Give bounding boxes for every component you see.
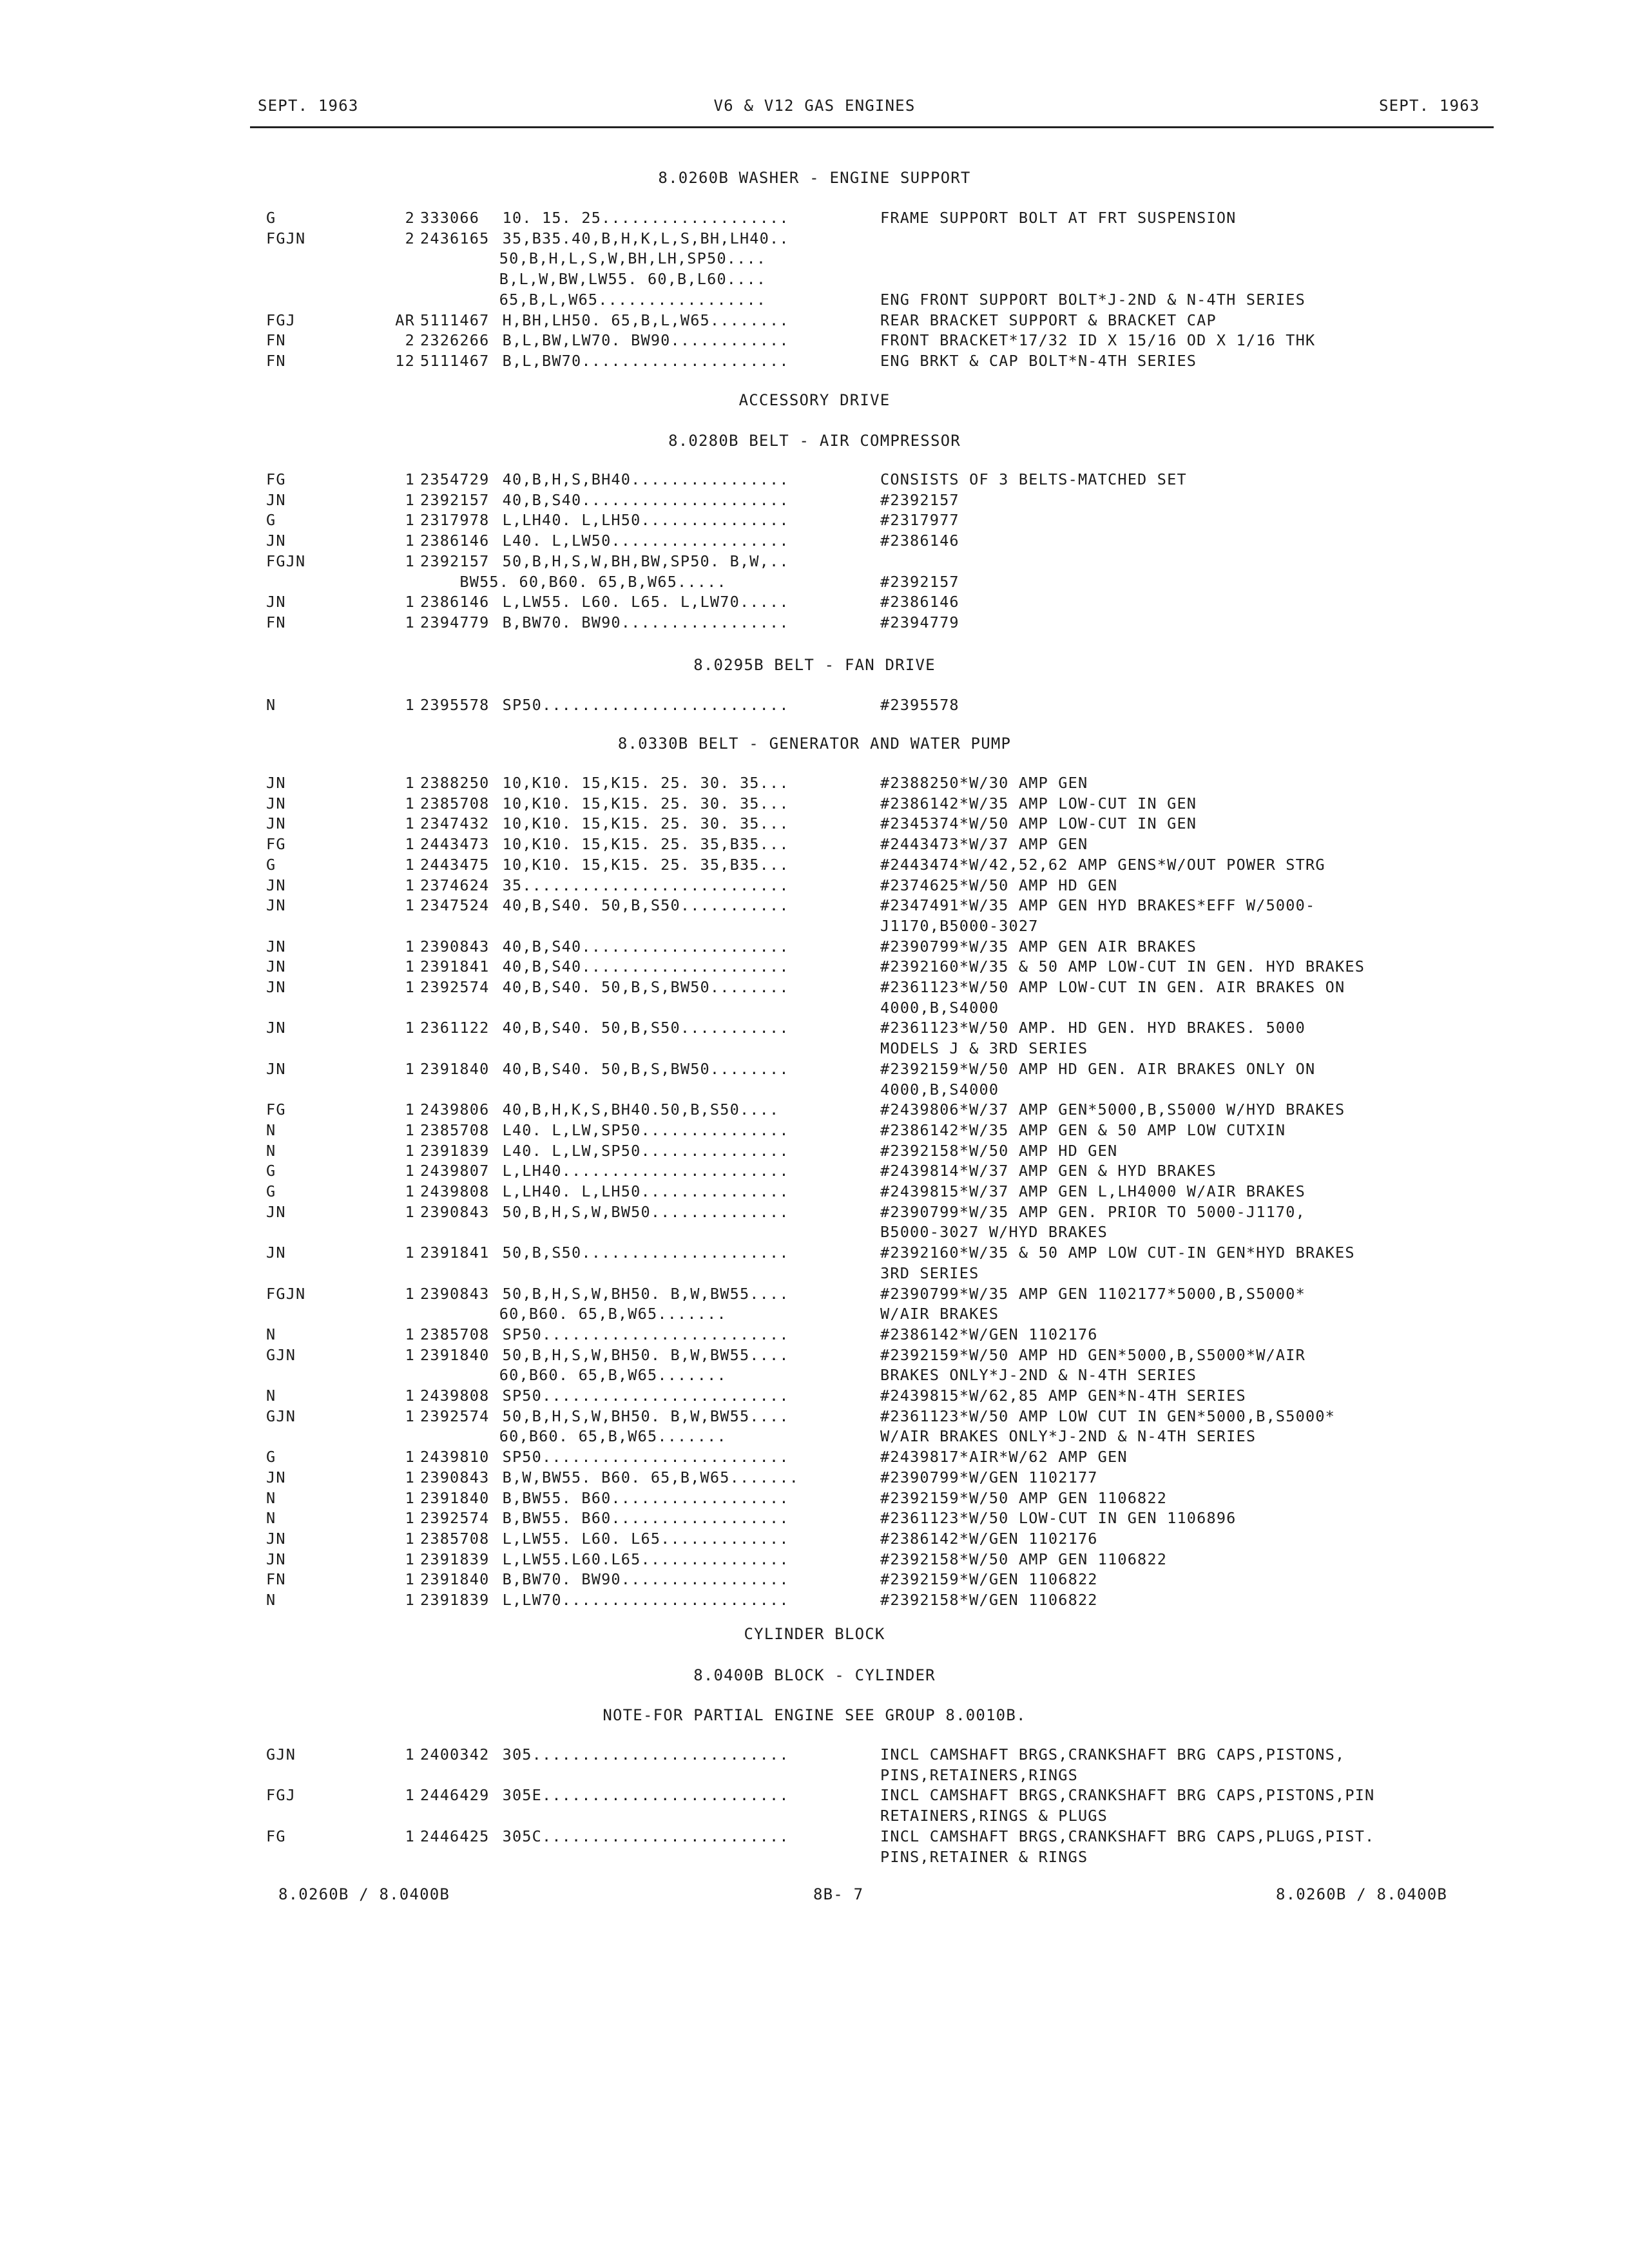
part-number: 2395578: [420, 696, 490, 714]
part-number: 2390843: [420, 1468, 490, 1486]
part-description: INCL CAMSHAFT BRGS,CRANKSHAFT BRG CAPS,PLUGS,PIST.: [880, 1827, 1375, 1845]
quantity: 1: [405, 1284, 415, 1303]
part-description: #2392157: [880, 490, 959, 509]
application-models: L40. L,LW,SP50...............: [502, 1141, 789, 1160]
header-rule: [250, 126, 1494, 128]
model-code: FN: [266, 351, 286, 370]
part-number: 2443473: [420, 835, 490, 854]
application-models: 10,K10. 15,K15. 25. 30. 35...: [502, 774, 789, 792]
application-models: 35,B35.40,B,H,K,L,S,BH,LH40..: [502, 229, 789, 247]
application-models: 10,K10. 15,K15. 25. 35,B35...: [502, 855, 789, 874]
part-description: ENG BRKT & CAP BOLT*N-4TH SERIES: [880, 351, 1197, 370]
application-models: 10,K10. 15,K15. 25. 35,B35...: [502, 835, 789, 854]
quantity: 1: [405, 1182, 415, 1200]
part-description: #2392159*W/GEN 1106822: [880, 1570, 1098, 1589]
quantity: 1: [405, 552, 415, 570]
part-description: B5000-3027 W/HYD BRAKES: [880, 1223, 1108, 1242]
application-models: L,LW70.......................: [502, 1591, 789, 1609]
part-description: #2390799*W/GEN 1102177: [880, 1468, 1098, 1486]
part-description: #2392159*W/50 AMP HD GEN*5000,B,S5000*W/AIR: [880, 1345, 1306, 1364]
section-heading: 8.0295B BELT - FAN DRIVE: [693, 656, 936, 674]
model-code: FG: [266, 1100, 286, 1119]
footer-page-number: 8B- 7: [813, 1885, 864, 1903]
part-description: #2392157: [880, 572, 959, 591]
part-description: #2392160*W/35 & 50 AMP LOW-CUT IN GEN. HYD BRAKES: [880, 957, 1365, 976]
application-models: 40,B,S40. 50,B,S50...........: [502, 896, 789, 915]
part-description: #2388250*W/30 AMP GEN: [880, 774, 1088, 792]
part-number: 2436165: [420, 229, 490, 247]
application-models: 50,B,H,S,W,BH50. B,W,BW55....: [502, 1407, 789, 1425]
part-number: 5111467: [420, 311, 490, 329]
part-number: 2385708: [420, 1325, 490, 1343]
model-code: N: [266, 1325, 276, 1343]
application-models: B,BW70. BW90.................: [502, 613, 789, 631]
model-code: FGJ: [266, 311, 296, 329]
part-description: #2395578: [880, 696, 959, 714]
model-code: FG: [266, 1827, 286, 1845]
model-code: FGJ: [266, 1786, 296, 1805]
part-description: 4000,B,S4000: [880, 1080, 999, 1099]
model-code: GJN: [266, 1407, 296, 1425]
application-models: L,LH40. L,LH50...............: [502, 511, 789, 530]
part-number: 2391839: [420, 1141, 490, 1160]
application-models: L,LW55. L60. L65. L,LW70.....: [502, 593, 789, 611]
part-description: #2392158*W/50 AMP GEN 1106822: [880, 1550, 1168, 1568]
quantity: 1: [405, 1141, 415, 1160]
quantity: 2: [405, 229, 415, 247]
section-heading: 8.0280B BELT - AIR COMPRESSOR: [668, 432, 961, 450]
model-code: JN: [266, 532, 286, 550]
application-models: 35...........................: [502, 876, 789, 894]
quantity: 1: [405, 1827, 415, 1845]
quantity: 1: [405, 835, 415, 854]
part-number: 2391840: [420, 1345, 490, 1364]
model-code: GJN: [266, 1345, 296, 1364]
application-models: 10,K10. 15,K15. 25. 30. 35...: [502, 814, 789, 833]
quantity: 1: [405, 613, 415, 631]
quantity: 1: [405, 1387, 415, 1405]
model-code: JN: [266, 814, 286, 833]
quantity: AR: [395, 311, 415, 329]
part-description: #2386146: [880, 593, 959, 611]
part-description: ENG FRONT SUPPORT BOLT*J-2ND & N-4TH SERIES: [880, 290, 1306, 309]
part-description: #2361123*W/50 AMP LOW-CUT IN GEN. AIR BRAKES ON: [880, 978, 1345, 996]
application-models: B,L,W,BW,LW55. 60,B,L60....: [420, 270, 767, 289]
part-number: 2391840: [420, 1570, 490, 1589]
group-title: ACCESSORY DRIVE: [738, 391, 891, 409]
application-models: L,LH40.......................: [502, 1162, 789, 1180]
footer-right: 8.0260B / 8.0400B: [1276, 1885, 1448, 1903]
model-code: FGJN: [266, 552, 306, 570]
application-models: SP50.........................: [502, 1325, 789, 1343]
quantity: 1: [405, 937, 415, 956]
part-number: 333066: [420, 209, 480, 227]
part-number: 2391840: [420, 1488, 490, 1507]
model-code: N: [266, 696, 276, 714]
application-models: 50,B,H,S,W,BW50..............: [502, 1202, 789, 1221]
application-models: H,BH,LH50. 65,B,L,W65........: [502, 311, 789, 329]
application-models: L,LW55.L60.L65...............: [502, 1550, 789, 1568]
part-description: #2361123*W/50 AMP LOW CUT IN GEN*5000,B,S5000*: [880, 1407, 1336, 1425]
model-code: GJN: [266, 1745, 296, 1763]
application-models: 50,B,H,S,W,BH50. B,W,BW55....: [502, 1345, 789, 1364]
quantity: 1: [405, 1488, 415, 1507]
part-description: W/AIR BRAKES ONLY*J-2ND & N-4TH SERIES: [880, 1427, 1257, 1446]
quantity: 1: [405, 470, 415, 488]
part-number: 5111467: [420, 351, 490, 370]
model-code: JN: [266, 774, 286, 792]
quantity: 1: [405, 1100, 415, 1119]
section-heading: 8.0400B BLOCK - CYLINDER: [693, 1666, 936, 1684]
application-models: 10. 15. 25...................: [502, 209, 789, 227]
part-number: 2385708: [420, 1529, 490, 1548]
quantity: 1: [405, 876, 415, 894]
quantity: 1: [405, 1202, 415, 1221]
application-models: B,BW70. BW90.................: [502, 1570, 789, 1589]
part-number: 2392574: [420, 1509, 490, 1528]
part-number: 2439806: [420, 1100, 490, 1119]
part-number: 2443475: [420, 855, 490, 874]
application-models: SP50.........................: [502, 696, 789, 714]
part-description: #2390799*W/35 AMP GEN. PRIOR TO 5000-J1170,: [880, 1202, 1306, 1221]
part-description: 3RD SERIES: [880, 1264, 979, 1282]
part-number: 2391840: [420, 1059, 490, 1078]
part-description: INCL CAMSHAFT BRGS,CRANKSHAFT BRG CAPS,PISTONS,: [880, 1745, 1345, 1763]
part-description: BRAKES ONLY*J-2ND & N-4TH SERIES: [880, 1366, 1197, 1385]
model-code: FGJN: [266, 229, 306, 247]
model-code: JN: [266, 794, 286, 812]
part-description: PINS,RETAINER & RINGS: [880, 1847, 1088, 1866]
part-description: #2439814*W/37 AMP GEN & HYD BRAKES: [880, 1162, 1217, 1180]
application-models: 40,B,S40. 50,B,S,BW50........: [502, 1059, 789, 1078]
part-number: 2391841: [420, 957, 490, 976]
quantity: 1: [405, 774, 415, 792]
part-description: FRAME SUPPORT BOLT AT FRT SUSPENSION: [880, 209, 1237, 227]
part-number: 2347432: [420, 814, 490, 833]
part-number: 2394779: [420, 613, 490, 631]
quantity: 1: [405, 1019, 415, 1037]
model-code: N: [266, 1488, 276, 1507]
part-description: #2439817*AIR*W/62 AMP GEN: [880, 1448, 1128, 1466]
model-code: JN: [266, 957, 286, 976]
model-code: N: [266, 1141, 276, 1160]
part-number: 2392157: [420, 490, 490, 509]
part-description: #2392159*W/50 AMP GEN 1106822: [880, 1488, 1168, 1507]
section-note: NOTE-FOR PARTIAL ENGINE SEE GROUP 8.0010B.: [602, 1706, 1027, 1724]
part-description: #2361123*W/50 AMP. HD GEN. HYD BRAKES. 5000: [880, 1019, 1306, 1037]
part-description: #2345374*W/50 AMP LOW-CUT IN GEN: [880, 814, 1197, 833]
model-code: JN: [266, 896, 286, 915]
quantity: 2: [405, 331, 415, 350]
part-description: #2317977: [880, 511, 959, 530]
quantity: 1: [405, 1468, 415, 1486]
quantity: 1: [405, 896, 415, 915]
part-description: #2386142*W/GEN 1102176: [880, 1325, 1098, 1343]
model-code: N: [266, 1591, 276, 1609]
quantity: 1: [405, 1244, 415, 1262]
model-code: JN: [266, 490, 286, 509]
part-description: MODELS J & 3RD SERIES: [880, 1039, 1088, 1058]
part-description: PINS,RETAINERS,RINGS: [880, 1765, 1078, 1784]
application-models: B,W,BW55. B60. 65,B,W65.......: [502, 1468, 800, 1486]
application-models: 40,B,H,S,BH40................: [502, 470, 789, 488]
model-code: N: [266, 1509, 276, 1528]
model-code: FGJN: [266, 1284, 306, 1303]
quantity: 1: [405, 1745, 415, 1763]
section-heading: 8.0260B WASHER - ENGINE SUPPORT: [658, 169, 971, 187]
part-description: J1170,B5000-3027: [880, 916, 1039, 935]
quantity: 1: [405, 1120, 415, 1139]
part-description: #2386146: [880, 532, 959, 550]
quantity: 1: [405, 814, 415, 833]
part-number: 2392574: [420, 1407, 490, 1425]
part-description: FRONT BRACKET*17/32 ID X 15/16 OD X 1/16 THK: [880, 331, 1316, 350]
model-code: FG: [266, 470, 286, 488]
part-number: 2390843: [420, 1284, 490, 1303]
quantity: 1: [405, 1591, 415, 1609]
quantity: 1: [405, 490, 415, 509]
model-code: JN: [266, 1202, 286, 1221]
part-number: 2439807: [420, 1162, 490, 1180]
part-number: 2391841: [420, 1244, 490, 1262]
part-description: REAR BRACKET SUPPORT & BRACKET CAP: [880, 311, 1217, 329]
part-number: 2354729: [420, 470, 490, 488]
application-models: 40,B,S40.....................: [502, 957, 789, 976]
part-description: #2392158*W/GEN 1106822: [880, 1591, 1098, 1609]
part-description: #2439815*W/62,85 AMP GEN*N-4TH SERIES: [880, 1387, 1246, 1405]
quantity: 1: [405, 1325, 415, 1343]
model-code: G: [266, 1162, 276, 1180]
model-code: JN: [266, 1244, 286, 1262]
application-models: L,LW55. L60. L65.............: [502, 1529, 789, 1548]
part-description: #2386142*W/GEN 1102176: [880, 1529, 1098, 1548]
application-models: L,LH40. L,LH50...............: [502, 1182, 789, 1200]
application-models: 65,B,L,W65.................: [420, 290, 767, 309]
model-code: JN: [266, 593, 286, 611]
header-date-right: SEPT. 1963: [1379, 97, 1480, 115]
part-description: #2439806*W/37 AMP GEN*5000,B,S5000 W/HYD BRAKES: [880, 1100, 1345, 1119]
quantity: 1: [405, 1345, 415, 1364]
model-code: FN: [266, 613, 286, 631]
quantity: 1: [405, 957, 415, 976]
part-description: #2374625*W/50 AMP HD GEN: [880, 876, 1118, 894]
model-code: G: [266, 1182, 276, 1200]
application-models: 50,B,S50.....................: [502, 1244, 789, 1262]
part-number: 2392574: [420, 978, 490, 996]
quantity: 1: [405, 1550, 415, 1568]
application-models: L40. L,LW,SP50...............: [502, 1120, 789, 1139]
model-code: N: [266, 1120, 276, 1139]
part-description: #2439815*W/37 AMP GEN L,LH4000 W/AIR BRAKES: [880, 1182, 1306, 1200]
part-number: 2374624: [420, 876, 490, 894]
application-models: SP50.........................: [502, 1448, 789, 1466]
part-description: #2386142*W/35 AMP GEN & 50 AMP LOW CUTXIN: [880, 1120, 1286, 1139]
quantity: 1: [405, 855, 415, 874]
part-description: #2392158*W/50 AMP HD GEN: [880, 1141, 1118, 1160]
model-code: G: [266, 855, 276, 874]
footer-left: 8.0260B / 8.0400B: [278, 1885, 450, 1903]
model-code: G: [266, 1448, 276, 1466]
application-models: 40,B,H,K,S,BH40.50,B,S50....: [502, 1100, 780, 1119]
quantity: 2: [405, 209, 415, 227]
model-code: JN: [266, 1550, 286, 1568]
quantity: 1: [405, 511, 415, 530]
quantity: 1: [405, 1407, 415, 1425]
part-number: 2386146: [420, 532, 490, 550]
model-code: G: [266, 511, 276, 530]
part-number: 2388250: [420, 774, 490, 792]
application-models: B,L,BW,LW70. BW90............: [502, 331, 789, 350]
part-number: 2385708: [420, 794, 490, 812]
model-code: G: [266, 209, 276, 227]
quantity: 1: [405, 1162, 415, 1180]
application-models: 40,B,S40. 50,B,S50...........: [502, 1019, 789, 1037]
quantity: 1: [405, 1786, 415, 1805]
quantity: 1: [405, 1059, 415, 1078]
part-number: 2317978: [420, 511, 490, 530]
part-description: #2443473*W/37 AMP GEN: [880, 835, 1088, 854]
model-code: JN: [266, 1059, 286, 1078]
model-code: JN: [266, 876, 286, 894]
header-title: V6 & V12 GAS ENGINES: [713, 97, 916, 115]
application-models: 60,B60. 65,B,W65.......: [420, 1305, 727, 1323]
quantity: 1: [405, 593, 415, 611]
quantity: 1: [405, 1509, 415, 1528]
model-code: JN: [266, 1019, 286, 1037]
part-description: #2361123*W/50 LOW-CUT IN GEN 1106896: [880, 1509, 1237, 1528]
part-description: #2390799*W/35 AMP GEN 1102177*5000,B,S5000*: [880, 1284, 1306, 1303]
part-description: CONSISTS OF 3 BELTS-MATCHED SET: [880, 470, 1187, 488]
model-code: JN: [266, 937, 286, 956]
part-number: 2391839: [420, 1591, 490, 1609]
part-number: 2392157: [420, 552, 490, 570]
application-models: 60,B60. 65,B,W65.......: [420, 1427, 727, 1446]
part-number: 2446425: [420, 1827, 490, 1845]
part-number: 2439808: [420, 1387, 490, 1405]
application-models: 40,B,S40.....................: [502, 937, 789, 956]
quantity: 1: [405, 696, 415, 714]
part-number: 2390843: [420, 1202, 490, 1221]
part-description: RETAINERS,RINGS & PLUGS: [880, 1807, 1108, 1825]
application-models: 305..........................: [502, 1745, 789, 1763]
part-description: #2347491*W/35 AMP GEN HYD BRAKES*EFF W/5000-: [880, 896, 1316, 915]
quantity: 1: [405, 794, 415, 812]
part-number: 2386146: [420, 593, 490, 611]
application-models: SP50.........................: [502, 1387, 789, 1405]
application-models: B,BW55. B60..................: [502, 1488, 789, 1507]
part-description: #2392159*W/50 AMP HD GEN. AIR BRAKES ONLY ON: [880, 1059, 1316, 1078]
model-code: FN: [266, 1570, 286, 1589]
part-description: W/AIR BRAKES: [880, 1305, 999, 1323]
section-heading: 8.0330B BELT - GENERATOR AND WATER PUMP: [617, 735, 1012, 753]
model-code: FN: [266, 331, 286, 350]
application-models: 305E.........................: [502, 1786, 789, 1805]
model-code: JN: [266, 1468, 286, 1486]
application-models: 50,B,H,L,S,W,BH,LH,SP50....: [420, 249, 767, 268]
part-number: 2446429: [420, 1786, 490, 1805]
part-description: INCL CAMSHAFT BRGS,CRANKSHAFT BRG CAPS,PISTONS,PIN: [880, 1786, 1375, 1805]
application-models: 10,K10. 15,K15. 25. 30. 35...: [502, 794, 789, 812]
model-code: JN: [266, 1529, 286, 1548]
quantity: 12: [395, 351, 415, 370]
part-description: #2394779: [880, 613, 959, 631]
application-models: 60,B60. 65,B,W65.......: [420, 1366, 727, 1385]
quantity: 1: [405, 1570, 415, 1589]
application-models: 50,B,H,S,W,BH,BW,SP50. B,W,..: [502, 552, 789, 570]
application-models: 50,B,H,S,W,BH50. B,W,BW55....: [502, 1284, 789, 1303]
part-number: 2385708: [420, 1120, 490, 1139]
group-title: CYLINDER BLOCK: [744, 1625, 885, 1643]
part-number: 2439808: [420, 1182, 490, 1200]
part-description: 4000,B,S4000: [880, 998, 999, 1017]
model-code: N: [266, 1387, 276, 1405]
part-number: 2439810: [420, 1448, 490, 1466]
part-number: 2391839: [420, 1550, 490, 1568]
application-models: 40,B,S40. 50,B,S,BW50........: [502, 978, 789, 996]
model-code: FG: [266, 835, 286, 854]
quantity: 1: [405, 1448, 415, 1466]
application-models: B,L,BW70.....................: [502, 351, 789, 370]
application-models: BW55. 60,B60. 65,B,W65.....: [420, 572, 727, 591]
part-number: 2326266: [420, 331, 490, 350]
part-description: #2443474*W/42,52,62 AMP GENS*W/OUT POWER STRG: [880, 855, 1325, 874]
part-description: #2390799*W/35 AMP GEN AIR BRAKES: [880, 937, 1197, 956]
part-description: #2392160*W/35 & 50 AMP LOW CUT-IN GEN*HYD BRAKES: [880, 1244, 1355, 1262]
application-models: 305C.........................: [502, 1827, 789, 1845]
part-number: 2390843: [420, 937, 490, 956]
application-models: 40,B,S40.....................: [502, 490, 789, 509]
quantity: 1: [405, 978, 415, 996]
part-number: 2347524: [420, 896, 490, 915]
part-number: 2400342: [420, 1745, 490, 1763]
application-models: L40. L,LW50..................: [502, 532, 789, 550]
header-date-left: SEPT. 1963: [258, 97, 359, 115]
part-description: #2386142*W/35 AMP LOW-CUT IN GEN: [880, 794, 1197, 812]
quantity: 1: [405, 532, 415, 550]
application-models: B,BW55. B60..................: [502, 1509, 789, 1528]
model-code: JN: [266, 978, 286, 996]
quantity: 1: [405, 1529, 415, 1548]
part-number: 2361122: [420, 1019, 490, 1037]
